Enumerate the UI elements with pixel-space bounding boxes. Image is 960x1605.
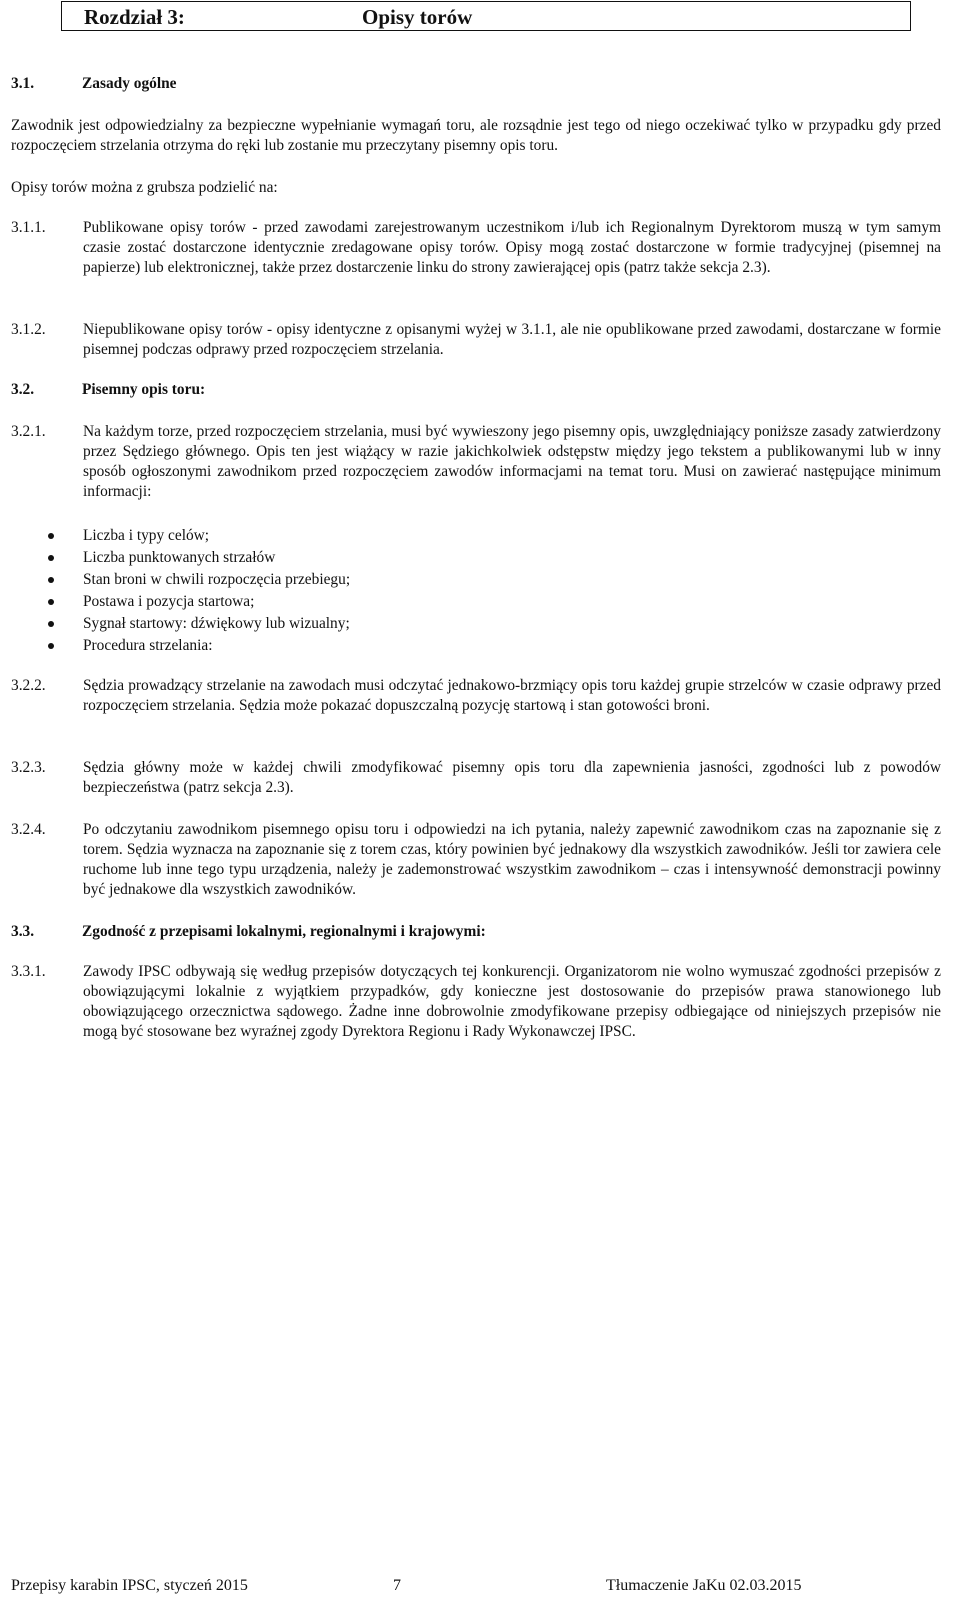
clause-3-2-4 <box>11 820 941 900</box>
clause-number: 3.2.1. <box>11 423 46 440</box>
clause-3-2-2 <box>11 676 941 716</box>
required-info-list <box>11 526 350 658</box>
clause-text: Po odczytaniu zawodnikom pisemnego opisu toru i odpowiedzi na ich pytania, należy zapewnić zawodnikom czas na zapoznanie się z torem. Sędzia wyznacza na zapoznanie się z torem czas, który powinien być jednakowy dla wszystkich zawodników. Jeśli tor zawiera cele ruchome lub inne tego typu urządzenia, należy je zademonstrować wszystkim zawodnikom – czas i intensywność demonstracji powinny być jednakowe dla wszystkich zawodników. <box>83 821 941 898</box>
list-item: Stan broni w chwili rozpoczęcia przebiegu; <box>11 570 350 592</box>
bullet-icon <box>48 599 54 605</box>
chapter-title: Opisy torów <box>362 5 473 29</box>
footer-translation: Tłumaczenie JaKu 02.03.2015 <box>606 1577 802 1594</box>
clause-3-1-2 <box>11 320 941 360</box>
bullet-icon <box>48 533 54 539</box>
section-title: Zasady ogólne <box>82 75 177 92</box>
clause-3-1-1 <box>11 218 941 278</box>
bullet-icon <box>48 577 54 583</box>
clause-text: Na każdym torze, przed rozpoczęciem strzelania, musi być wywieszony jego pisemny opis, uwzględniający poniższe zasady zatwierdzony przez Sędziego głównego. Opis ten jest wiążący w razie jakichkolwiek odstępstw między jego tekstem a publikowanymi lub w inny sposób ogłoszonymi zawodnikom przed rozpoczęciem zawodów informacjami na temat toru. Musi on zawierać następujące minimum informacji: <box>83 423 941 500</box>
clause-number: 3.2.3. <box>11 759 46 776</box>
clause-3-2-3 <box>11 758 941 798</box>
clause-text: Sędzia główny może w każdej chwili zmodyfikować pisemny opis toru dla zapewnienia jasności, zgodności lub z powodów bezpieczeństwa (patrz sekcja 2.3). <box>83 759 941 796</box>
list-item: Procedura strzelania: <box>11 636 350 658</box>
section-number: 3.3. <box>11 923 35 940</box>
footer-source: Przepisy karabin IPSC, styczeń 2015 <box>11 1577 248 1594</box>
section-title: Zgodność z przepisami lokalnymi, regionalnymi i krajowymi: <box>82 923 486 940</box>
section-number: 3.2. <box>11 381 35 398</box>
clause-3-2-1 <box>11 422 941 502</box>
chapter-number: Rozdział 3: <box>84 5 185 29</box>
clause-number: 3.3.1. <box>11 963 46 980</box>
paragraph-subintro: Opisy torów można z grubsza podzielić na: <box>11 179 278 196</box>
clause-3-3-1 <box>11 962 941 1042</box>
list-item: Liczba punktowanych strzałów <box>11 548 350 570</box>
clause-text: Zawody IPSC odbywają się według przepisów dotyczących tej konkurencji. Organizatorom nie wolno wymuszać zgodności przepisów z obowiązującymi lokalnie z wyjątkiem przypadków, gdy konieczne jest dostosowanie do przepisów prawa stanowionego lub obowiązującego orzecznictwa sądowego. Żadne inne dobrowolnie zmodyfikowane przepisy odbiegające od niniejszych przepisów nie mogą być stosowane bez wyraźnej zgody Dyrektora Regionu i Rady Wykonawczej IPSC. <box>83 963 941 1040</box>
bullet-icon <box>48 621 54 627</box>
clause-number: 3.1.2. <box>11 321 46 338</box>
bullet-icon <box>48 643 54 649</box>
clause-number: 3.2.2. <box>11 677 46 694</box>
page-number: 7 <box>393 1577 401 1594</box>
list-item: Sygnał startowy: dźwiękowy lub wizualny; <box>11 614 350 636</box>
list-item: Postawa i pozycja startowa; <box>11 592 350 614</box>
clause-text: Niepublikowane opisy torów - opisy identyczne z opisanymi wyżej w 3.1.1, ale nie opublikowane przed zawodami, dostarczane w formie pisemnej podczas odprawy przed rozpoczęciem strzelania. <box>83 321 941 358</box>
paragraph-intro: Zawodnik jest odpowiedzialny za bezpieczne wypełnianie wymagań toru, ale rozsądnie jest tego od niego oczekiwać tylko w przypadku gdy przed rozpoczęciem strzelania otrzyma do ręki lub zostanie mu przeczytany pisemny opis toru. <box>11 117 941 154</box>
clause-text: Publikowane opisy torów - przed zawodami zarejestrowanym uczestnikom i/lub ich Regionalnym Dyrektorom muszą w tym samym czasie zostać dostarczone identycznie zredagowane opisy torów. Opisy mogą zostać dostarczone w formie tradycyjnej (pisemnej na papierze) lub elektronicznej, także przez dostarczenie linku do strony zawierającej opis (patrz także sekcja 2.3). <box>83 219 941 276</box>
section-number: 3.1. <box>11 75 35 92</box>
clause-number: 3.2.4. <box>11 821 46 838</box>
bullet-icon <box>48 555 54 561</box>
list-item: Liczba i typy celów; <box>11 526 350 548</box>
section-title: Pisemny opis toru: <box>82 381 206 398</box>
clause-number: 3.1.1. <box>11 219 46 236</box>
chapter-header <box>61 1 911 31</box>
clause-text: Sędzia prowadzący strzelanie na zawodach musi odczytać jednakowo-brzmiący opis toru każdej grupie strzelców w czasie odprawy przed rozpoczęciem strzelania. Sędzia może pokazać dopuszczalną pozycję startową i stan gotowości broni. <box>83 677 941 714</box>
